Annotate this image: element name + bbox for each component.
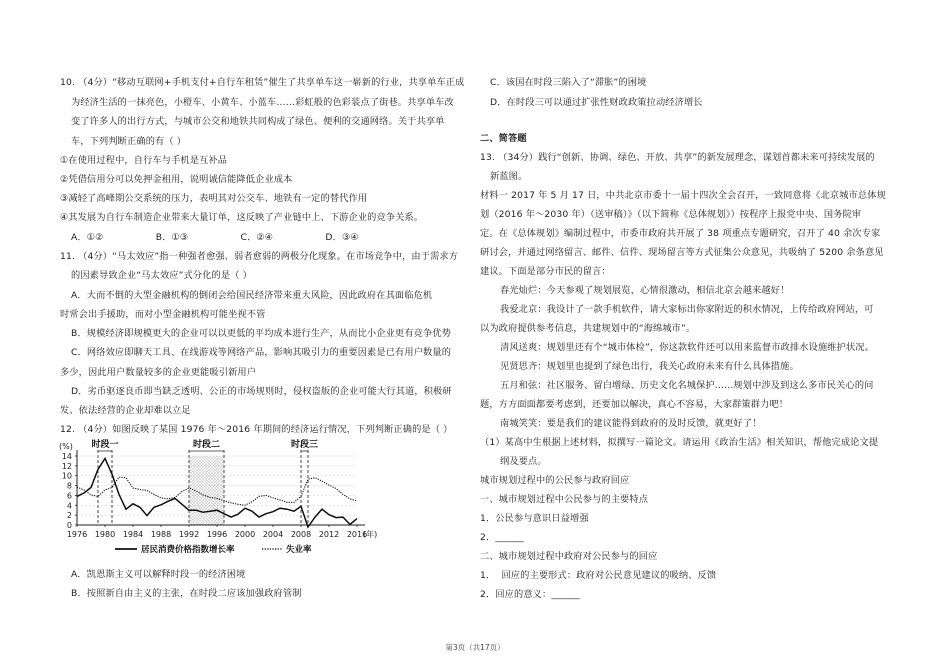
- outline-item-2-1: 1． 回应的主要形式：政府对公民意见建议的吸纳、反馈: [480, 570, 717, 581]
- x-axis-unit: (年): [363, 530, 378, 539]
- q11-option-d-line1: D．劣币驱逐良币即当缺乏透明、公正的市场规则时，侵权盗版的企业可能大行其道，积极研: [71, 386, 452, 397]
- q12-stem: 12. （4分）如图反映了某国 1976 年～2016 年期间的经济运行情况，下列判断正确的是（ ）: [60, 424, 453, 435]
- x-tick-label-1980: 1980: [94, 530, 116, 539]
- economic-chart: [55, 436, 400, 568]
- q13-sub1-line1: （1）某高中生根据上述材料，拟撰写一篇论文。请运用《政治生活》相关知识，帮他完成论文提: [480, 437, 879, 448]
- q11-option-a-line2: 时常会出手援助，而对小型金融机构可能坐视不管: [60, 309, 266, 320]
- y-tick-label-10: 10: [61, 471, 72, 481]
- q11-option-c-line1: C．网络效应即聊天工具、在线游戏等网络产品，影响其吸引力的重要因素是已有用户数量的: [71, 347, 452, 358]
- y-tick-label-6: 6: [66, 491, 72, 501]
- comment-1: 春光灿烂：今天参观了规划展览，心情很激动，相信北京会越来越好！: [500, 285, 790, 296]
- q11-option-b: B．规模经济即规模更大的企业可以以更低的平均成本进行生产，从而比小企业更有竞争优势: [71, 328, 451, 339]
- outline-section-1: 一、城市规划过程中公民参与的主要特点: [480, 494, 649, 505]
- material-line2: 划（2016 年～2030 年）（送审稿）》（以下简称《总体规划》）按程序上报党中央、国务院审: [480, 209, 862, 220]
- q13-stem-line2: 新蓝图。: [490, 171, 528, 182]
- material-line1: 材料一 2017 年 5 月 17 日，中共北京市委十一届十四次全会召开，一致同意将《北京城市总体规: [480, 190, 886, 201]
- material-line4: 研讨会，并通过网络留言、邮件、信件、现场留言等方式征集公众意见，共吸纳了 5200 余条意见: [480, 247, 884, 258]
- q13-stem-line1: 13. （34分）践行“创新、协调、绿色、开放、共享”的新发展理念，谋划首都未来可持续发展的: [480, 152, 875, 163]
- y-axis-unit: (%): [59, 442, 73, 451]
- x-tick-label-1976: 1976: [66, 530, 88, 539]
- x-tick-label-2012: 2012: [318, 530, 340, 539]
- x-tick-label-2016: 2016: [346, 530, 368, 539]
- y-tick-label-8: 8: [66, 481, 72, 491]
- comment-2-line2: 以为政府提供参考信息，共建规划中的“海绵城市”。: [480, 323, 696, 334]
- q12-option-a: A．凯恩斯主义可以解释时段一的经济困境: [71, 569, 246, 580]
- q10-option-2: ②凭借信用分可以免押金租用，说明诚信能降低企业成本: [60, 174, 293, 185]
- comment-5-line1: 五月和弦：社区服务、留白增绿、历史文化名城保护……规划中涉及到这么多市民关心的问: [500, 380, 874, 391]
- q10-stem-line1: 10. （4分）“移动互联网+手机支付+自行车租赁”催生了共享单车这一崭新的行业，共享单车正成: [60, 77, 465, 88]
- comment-3: 清风送爽：规划里还有个“城市体检”，你这款软件还可以用来监督市政排水设施维护状况。: [500, 342, 874, 353]
- outline-section-2: 二、城市规划过程中政府对公民参与的回应: [480, 551, 658, 562]
- x-tick-label-1984: 1984: [122, 530, 144, 539]
- section-heading: 二、简答题: [480, 133, 527, 144]
- q10-option-4: ④其发展为自行车制造企业带来大量订单，这反映了产业链中上、下游企业的竞争关系。: [60, 212, 424, 223]
- x-tick-label-1988: 1988: [150, 530, 172, 539]
- x-tick-label-1996: 1996: [206, 530, 228, 539]
- page-footer: 第3页（共17页）: [445, 643, 505, 652]
- q10-option-1: ①在使用过程中，自行车与手机是互补品: [60, 155, 228, 166]
- x-tick-label-2008: 2008: [290, 530, 312, 539]
- q11-option-c-line2: 多少，因此用户数量较多的企业更能吸引新用户: [60, 367, 257, 378]
- q10-stem-line2: 为经济生活的一抹亮色，小橙车、小黄车、小蓝车……彩虹般的色彩装点了街巷。共享单车改: [71, 97, 454, 108]
- outline-item-1-2: 2．______: [480, 532, 524, 543]
- comment-2-line1: 我爱北京：我设计了一款手机软件，请大家标出你家附近的积水情况，上传给政府网站，可: [500, 304, 874, 315]
- y-tick-label-12: 12: [61, 461, 72, 471]
- comment-6: 南城笑笑：要是我们的建议能得到政府的及时反馈，就更好了！: [500, 418, 762, 429]
- q11-option-d-line2: 发、依法经营的企业却难以立足: [60, 405, 191, 416]
- outline-item-1-1: 1．公民参与意识日益增强: [480, 513, 589, 524]
- q12-option-b: B．按照新自由主义的主张，在时段二应该加强政府管制: [71, 588, 302, 599]
- y-tick-label-0: 0: [66, 521, 72, 530]
- period-3-label: 时段三: [290, 440, 319, 450]
- material-line3: 定。在《总体规划》编制过程中，市委市政府共开展了 38 项重点专题研究，召开了 40 余次专家: [480, 228, 881, 239]
- material-line5: 建议。下面是部分市民的留言：: [480, 266, 611, 277]
- x-tick-label-2004: 2004: [262, 530, 284, 539]
- legend-label-cpi: 居民消费价格指数增长率: [141, 545, 235, 555]
- y-tick-label-2: 2: [66, 511, 72, 521]
- period-2-label: 时段二: [192, 440, 221, 450]
- q10-stem-line3: 变了许多人的出行方式，与城市公交和地铁共同构成了绿色、便利的交通网络。关于共享单: [71, 116, 445, 127]
- comment-4: 见贤思齐：规划里也提到了绿色出行，我关心政府未来有什么具体措施。: [500, 361, 799, 372]
- q10-option-3: ③减轻了高峰期公交系统的压力，表明其对公交车、地铁有一定的替代作用: [60, 193, 368, 204]
- legend-label-unemployment: 失业率: [286, 545, 312, 555]
- q12-option-c: C．该国在时段三陷入了“滞胀”的困境: [490, 77, 647, 88]
- x-tick-label-2000: 2000: [234, 530, 256, 539]
- comment-5-line2: 题，方方面面都要考虑到，还要加以解决，真心不容易，大家群策群力吧！: [480, 399, 789, 410]
- y-tick-label-4: 4: [66, 501, 72, 511]
- q10-stem-line4: 车，下列判断正确的有（ ）: [71, 136, 187, 147]
- period-1-label: 时段一: [91, 440, 119, 450]
- q10-choices: A．①② B．①③ C．②④ D．③④: [71, 232, 359, 243]
- y-tick-label-14: 14: [61, 452, 72, 461]
- q13-sub1-line2: 纲及要点。: [500, 456, 547, 467]
- q11-stem-line1: 11. （4分）“马太效应”指一种强者愈强、弱者愈弱的两极分化现象。在市场竞争中，由于需求方: [60, 251, 459, 262]
- q11-stem-line2: 的因素导致企业“马太效应”式分化的是（ ）: [71, 270, 252, 281]
- q12-option-d: D．在时段三可以通过扩张性财政政策拉动经济增长: [490, 97, 703, 108]
- outline-title: 城市规划过程中的公民参与政府回应: [480, 475, 630, 486]
- outline-item-2-2: 2．回应的意义：______: [480, 589, 580, 600]
- q11-option-a-line1: A．大而不倒的大型金融机构的倒闭会给国民经济带来重大风险，因此政府在其面临危机: [71, 290, 433, 301]
- x-tick-label-1992: 1992: [178, 530, 200, 539]
